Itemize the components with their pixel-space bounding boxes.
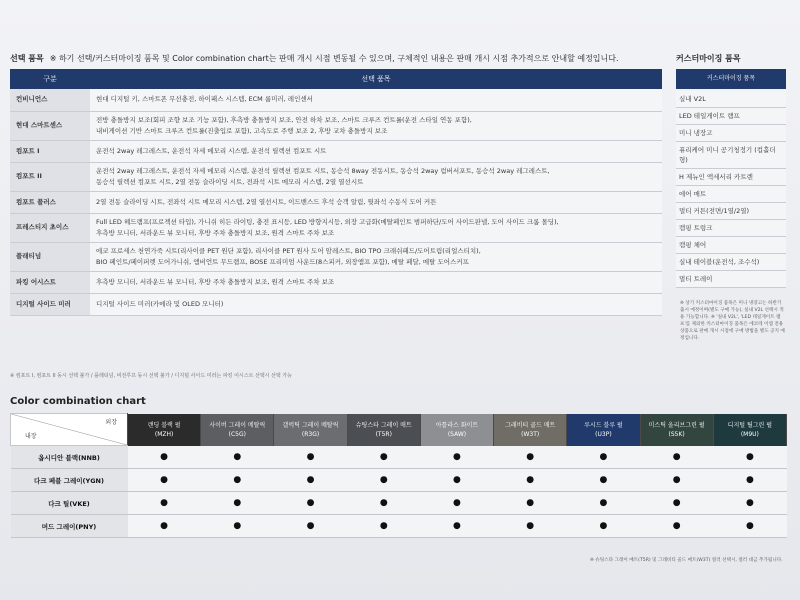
option-item-line: 운전석 2way 레그레스트, 운전석 자세 메모리 시스템, 운전석 릴렉션 컴포트 시트 [96,146,327,155]
option-item-line: 디지털 사이드 미러(카메라 및 OLED 모니터) [96,299,224,308]
option-row [10,162,662,191]
exterior-color-code: (R3G) [301,430,320,438]
availability-mark: ● [713,469,786,492]
option-item-line: 동승석 릴렉션 컴포트 시트, 2열 전동 슬라이딩 시트, 전좌석 시트 메모리 시스템, 2열 열선시트 [96,177,364,186]
customizing-item: 멀티 트레이 [676,271,786,288]
option-items [90,242,662,271]
customizing-item: 캠핑 체어 [676,237,786,254]
option-row [10,191,662,213]
interior-color-name: 다크 페블 그레이(YGN) [11,469,128,492]
exterior-color-header [420,414,493,446]
availability-mark: ● [201,446,274,469]
exterior-color-code: (T5R) [375,430,392,438]
customizing-item: LED 테일게이트 램프 [676,108,786,125]
exterior-color-header [494,414,567,446]
exterior-color-name: 미스틱 올리브그린 펄 [648,421,705,429]
availability-mark: ● [420,515,493,538]
option-row [10,293,662,315]
availability-mark: ● [494,515,567,538]
customizing-item: 멀티 커튼(전면/1열/2열) [676,203,786,220]
availability-mark: ● [274,446,347,469]
exterior-color-header [128,414,201,446]
availability-mark: ● [274,492,347,515]
option-row [10,271,662,293]
color-chart-note: ※ 슈팅스타 그레이 매트(T5R) 및 그래비티 골드 매트(W3T) 컬러 선택시, 컬러 대금 추가됩니다. [590,558,783,563]
availability-mark: ● [567,446,640,469]
option-items [90,191,662,213]
option-item-line: BIO 페인트/페이퍼렛 도어가니쉬, 앰비언트 무드램프, BOSE 프리미엄 사운드(8스피커, 외장앰프 포함), 메탈 페달, 메탈 도어스커프 [96,257,469,266]
option-category: 파킹 어시스트 [10,271,90,293]
option-category: 컴포트 I [10,140,90,162]
availability-mark: ● [347,446,420,469]
availability-mark: ● [420,469,493,492]
interior-row [11,515,787,538]
options-title: 선택 품목 [10,54,44,63]
customizing-note: ※ 상기 커스터마이징 품목은 미니 냉장고는 하반기 출시 예정이며(별도 구매 가능), 실내 V2L 선택시 적용 가능합니다. ※ '실내 V2L', 'LED 테일게이트 램프'를 제외한 커스터마이징 품목은 에코테 이엠 전용 상품으로 판매 개시 시점에 구매 방법을 별도 공지 예정입니다. [680,301,785,341]
option-row [10,213,662,242]
option-category: 컴포트 플러스 [10,191,90,213]
exterior-color-header [274,414,347,446]
options-notice: ※ 하기 선택/커스터마이징 품목 및 Color combination chart는 판매 개시 시점 변동될 수 있으며, 구체적인 내용은 판매 개시 시점 추가적으로 안내할 예정입니다. [49,54,619,63]
availability-mark: ● [713,492,786,515]
options-heading [10,53,665,64]
availability-mark: ● [201,469,274,492]
customizing-column-header: 커스터마이징 품목 [676,69,786,89]
exterior-color-name: 슈팅스타 그레이 매트 [355,421,412,429]
option-item-line: 2열 전동 슬라이딩 시트, 전좌석 시트 메모리 시스템, 2열 열선시트, 이드밴스드 후석 승객 알림, 뒷좌석 수동식 도어 커튼 [96,197,437,206]
option-items [90,140,662,162]
availability-mark: ● [420,492,493,515]
option-items [90,213,662,242]
corner-interior-label: 내장 [25,433,37,440]
corner-cell [11,414,128,446]
option-category: 현대 스마트센스 [10,111,90,140]
option-item-line: 후측방 모니터, 서라운드 뷰 모니터, 후방 주차 충돌방지 보조, 원격 스마트 주차 보조 [96,277,335,286]
exterior-color-code: (U3P) [595,430,612,438]
exterior-color-name: 랜딩 블랙 펄 [147,421,181,429]
option-category: 프레스티지 초이스 [10,213,90,242]
exterior-color-code: (SAW) [447,430,467,438]
interior-row [11,469,787,492]
customizing-item: H 제뉴인 액세서리 카트렌 [676,169,786,186]
interior-row [11,446,787,469]
option-item-line: 전방 충돌방지 보조(회피 조향 보조 기능 포함), 후측방 충돌방지 보조, 안전 하차 보조, 스마트 크루즈 컨트롤(운전 스타일 연동 포함), [96,115,472,124]
customizing-list [676,91,786,288]
option-row [10,89,662,111]
option-category: 디지털 사이드 미러 [10,293,90,315]
option-items [90,271,662,293]
exterior-color-code: (S5K) [668,430,685,438]
options-footnote: ※ 컴포트 I, 컴포트 II 동시 선택 불가 / 플래티넘, 비전루프 동시 선택 불가 / 디지털 사이드 미러는 파킹 어시스트 선택시 선택 가능 [10,373,292,379]
option-category: 컨비니언스 [10,89,90,111]
exterior-color-code: (MZH) [154,430,174,438]
option-items [90,162,662,191]
availability-mark: ● [128,446,201,469]
customizing-item: 에어 매트 [676,186,786,203]
exterior-color-name: 사이버 그레이 메탈릭 [209,421,266,429]
option-item-line: 에코 프로세스 천연가죽 시트(리사이클 PET 원단 포함), 리사이클 PET 원사 도어 암레스트, BIO TPO 크래쉬패드/도어트림(리얼스티치), [96,246,481,255]
interior-row [11,492,787,515]
availability-mark: ● [128,469,201,492]
option-item-line: 후측방 모니터, 서라운드 뷰 모니터, 후방 주차 충돌방지 보조, 원격 스마트 주차 보조 [96,228,335,237]
customizing-item: 미니 냉장고 [676,125,786,142]
option-category: 플래티넘 [10,242,90,271]
exterior-color-name: 갤럭틱 그레이 메탈릭 [282,421,339,429]
option-items [90,111,662,140]
option-row [10,242,662,271]
availability-mark: ● [274,469,347,492]
availability-mark: ● [567,515,640,538]
exterior-color-header [713,414,786,446]
option-items [90,293,662,315]
exterior-color-code: (M9U) [740,430,759,438]
color-chart-title: Color combination chart [10,396,146,407]
column-items: 선택 품목 [90,69,662,89]
availability-mark: ● [494,446,567,469]
options-table [10,69,662,316]
availability-mark: ● [201,492,274,515]
exterior-color-name: 루시드 블루 펄 [584,421,623,429]
availability-mark: ● [347,469,420,492]
exterior-color-code: (C5G) [228,430,246,438]
option-item-line: 운전석 2way 레그레스트, 운전석 자세 메모리 시스템, 운전석 릴렉션 컴포트 시트, 동승석 8way 전동시트, 동승석 2way 럼버서포트, 동승석 2way 레그레스트, [96,166,550,175]
option-row [10,140,662,162]
exterior-color-code: (W3T) [521,430,540,438]
availability-mark: ● [640,492,713,515]
availability-mark: ● [347,492,420,515]
exterior-color-header [640,414,713,446]
availability-mark: ● [274,515,347,538]
availability-mark: ● [420,446,493,469]
customizing-item: 캠핑 트렁크 [676,220,786,237]
availability-mark: ● [640,515,713,538]
option-row [10,111,662,140]
color-combination-table [10,413,787,538]
option-item-line: Full LED 헤드램프(프로젝션 타입), 가니쉬 히든 라이팅, 충전 표시등, LED 방향지시등, 외장 고급화(메탈페인트 범퍼하단/도어 사이드판넬, 도어 사이드 크롬 몰딩), [96,217,559,226]
interior-color-name: 머드 그레이(PNY) [11,515,128,538]
availability-mark: ● [128,515,201,538]
customizing-item: 실내 V2L [676,91,786,108]
exterior-color-name: 디지털 틸그린 펄 [727,421,773,429]
customizing-title: 커스터마이징 품목 [676,54,741,63]
customizing-item: 퓨리케어 미니 공기청정기 (컵홀더형) [676,142,786,169]
availability-mark: ● [567,469,640,492]
column-category: 구분 [10,69,90,89]
option-item-line: 내비게이션 기반 스마트 크루즈 컨트롤(진출입로 포함), 고속도로 주행 보조 2, 후방 교차 충돌방지 보조 [96,126,388,135]
option-items [90,89,662,111]
exterior-color-header [347,414,420,446]
availability-mark: ● [713,446,786,469]
exterior-color-name: 아틀라스 화이트 [435,421,479,429]
availability-mark: ● [713,515,786,538]
availability-mark: ● [494,469,567,492]
interior-color-name: 옵시디안 블랙(NNB) [11,446,128,469]
availability-mark: ● [347,515,420,538]
availability-mark: ● [640,469,713,492]
availability-mark: ● [567,492,640,515]
interior-color-name: 다크 틸(VKE) [11,492,128,515]
availability-mark: ● [201,515,274,538]
availability-mark: ● [128,492,201,515]
customizing-item: 실내 테이블(운전석, 조수석) [676,254,786,271]
corner-exterior-label: 외장 [105,419,117,426]
exterior-color-header [201,414,274,446]
exterior-color-name: 그래비티 골드 매트 [505,421,556,429]
availability-mark: ● [640,446,713,469]
option-item-line: 현대 디지털 키, 스마트폰 무선충전, 하이패스 시스템, ECM 룸미러, 레인센서 [96,95,313,104]
exterior-color-header [567,414,640,446]
availability-mark: ● [494,492,567,515]
option-category: 컴포트 II [10,162,90,191]
